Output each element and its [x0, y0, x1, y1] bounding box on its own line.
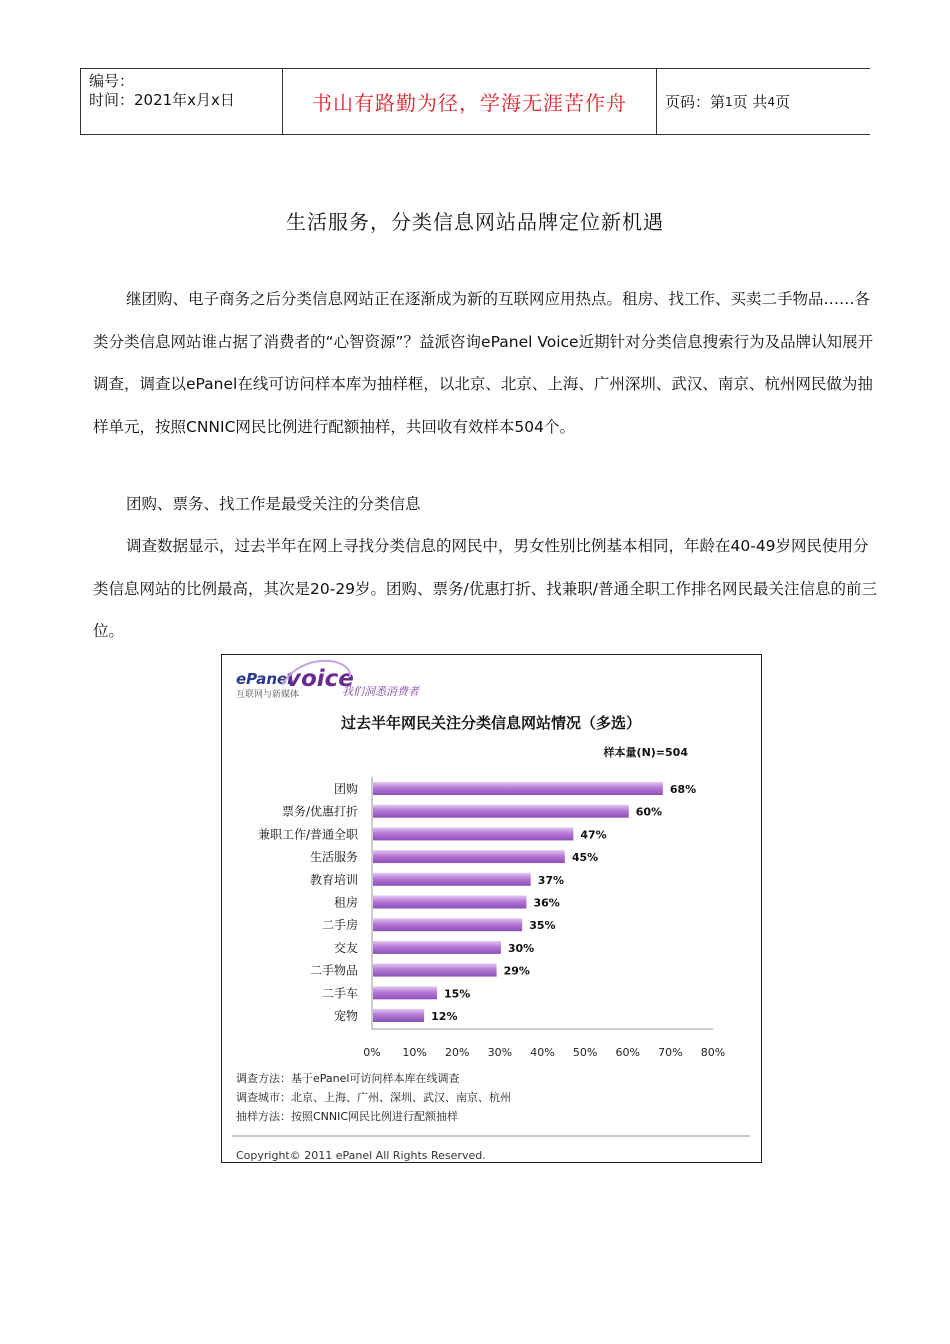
chart-note-method: 调查方法：基于ePanel可访问样本库在线调查 [236, 1072, 460, 1085]
chart-copyright: Copyright© 2011 ePanel All Rights Reserved. [236, 1149, 486, 1162]
bar [373, 805, 629, 818]
category-label: 租房 [333, 895, 358, 910]
document-number-label: 编号： [89, 72, 135, 90]
x-tick-label: 20% [445, 1046, 470, 1059]
logo-epanel: ePanel [236, 670, 293, 688]
header-motto: 书山有路勤为径，学海无涯苦作舟 [283, 69, 657, 134]
x-tick-label: 0% [363, 1046, 381, 1059]
bar [373, 827, 573, 840]
page-total: 4 [767, 94, 776, 109]
x-tick-label: 10% [402, 1046, 427, 1059]
category-label: 宠物 [333, 1009, 358, 1023]
chart-title: 过去半年网民关注分类信息网站情况（多选） [340, 714, 642, 732]
x-tick-label: 80% [700, 1046, 726, 1059]
x-tick-label: 50% [572, 1046, 598, 1059]
page-mid: 页 共 [732, 93, 768, 111]
bar [373, 896, 526, 909]
bar-series [258, 781, 696, 1023]
bar [373, 941, 501, 954]
bar-value-label: 68% [669, 783, 697, 796]
header-meta-cell [81, 69, 283, 134]
article-paragraph-1 [93, 278, 883, 448]
bar-value-label: 37% [537, 873, 565, 887]
article-paragraph-2 [93, 525, 883, 653]
bar-value-label: 12% [431, 1010, 458, 1023]
page-suffix: 页 [775, 93, 791, 111]
logo-slogan: 我们洞悉消费者 [342, 685, 419, 698]
bar-value-label: 30% [507, 941, 535, 955]
bar [373, 873, 531, 886]
document-header [80, 68, 870, 135]
page-number: 1 [725, 94, 733, 109]
category-label: 团购 [333, 782, 358, 796]
bar-value-label: 15% [443, 987, 471, 1001]
chart-figure [221, 654, 762, 1163]
x-tick-label: 30% [487, 1046, 513, 1059]
category-label: 二手车 [321, 986, 358, 1001]
category-label: 生活服务 [309, 850, 358, 865]
category-label: 票务/优惠打折 [281, 804, 358, 819]
x-tick-label: 70% [658, 1046, 683, 1059]
category-label: 二手房 [321, 918, 358, 933]
bar [373, 850, 565, 863]
article-subheading: 团购、票务、找工作是最受关注的分类信息 [126, 495, 421, 513]
bar-value-label: 29% [503, 964, 530, 978]
bar [373, 918, 522, 931]
x-tick-label: 40% [530, 1046, 555, 1059]
bar-chart [222, 655, 761, 1162]
chart-sample-note: 样本量(N)=504 [603, 746, 688, 759]
logo-subtitle: 互联网与新媒体 [236, 690, 300, 700]
bar [373, 986, 437, 999]
category-label: 二手物品 [309, 963, 358, 978]
header-page-info [657, 69, 869, 134]
bar-value-label: 47% [580, 828, 607, 842]
bar [373, 964, 497, 977]
chart-note-cities: 调查城市：北京、上海、广州、深圳、武汉、南京、杭州 [236, 1091, 511, 1104]
logo-voice: voice [286, 666, 354, 692]
chart-note-sampling: 抽样方法：按照CNNIC网民比例进行配额抽样 [236, 1110, 459, 1123]
category-label: 教育培训 [309, 872, 358, 887]
x-tick-labels [363, 1046, 725, 1059]
bar-value-label: 45% [571, 851, 599, 865]
category-label: 交友 [333, 940, 358, 955]
bar-value-label: 35% [529, 919, 556, 933]
page-prefix: 页码：第 [665, 93, 726, 111]
paragraph-2-text: 调查数据显示，过去半年在网上寻找分类信息的网民中，男女性别比例基本相同，年龄在40-49岁网民使用分类信息网站的比例最高，其次是20-29岁。团购、票务/优惠打折、找兼职/普通全职工作排名网民最关注信息的前三位。 [93, 537, 877, 640]
bar [373, 1009, 424, 1022]
paragraph-1-text: 继团购、电子商务之后分类信息网站正在逐渐成为新的互联网应用热点。租房、找工作、买卖二手物品……各类分类信息网站谁占据了消费者的“心智资源”？益派咨询ePanel Voice近期针对分类信息搜索行为及品牌认知展开调查，调查以ePanel在线可访问样本库为抽样框，以北京、北京、上海、广州深圳、武汉、南京、杭州网民做为抽样单元，按照CNNIC网民比例进行配额抽样，共回收有效样本504个。 [93, 290, 874, 436]
document-time-label: 时间：2021年x月x日 [89, 91, 235, 109]
article-title: 生活服务，分类信息网站品牌定位新机遇 [286, 210, 664, 234]
bar [373, 782, 663, 795]
bar-value-label: 36% [533, 896, 560, 910]
category-label: 兼职工作/普通全职 [257, 827, 358, 842]
bar-value-label: 60% [635, 805, 663, 819]
x-tick-label: 60% [615, 1046, 640, 1059]
